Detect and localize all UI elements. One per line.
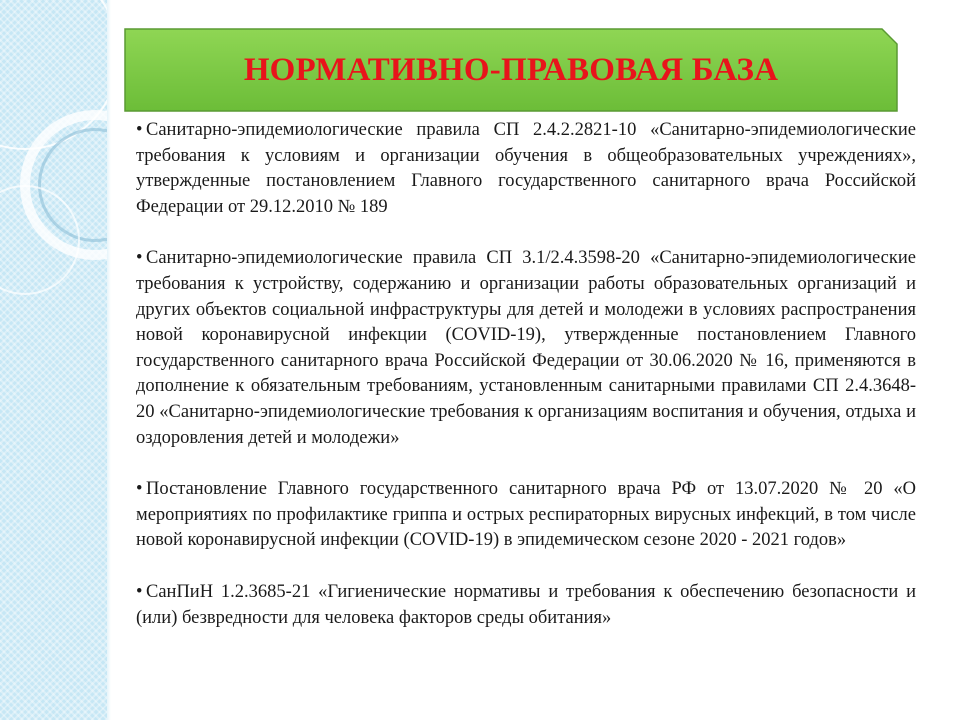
list-item-text: Санитарно-эпидемиологические правила СП 3.1/2.4.3598-20 «Санитарно-эпидемиологические требования к устройству, содержанию и организации работы образовательных организаций и других объектов социальной инфраструктуры для детей и молодежи в условиях распространения новой коронавирусной инфекции (COVID-19), утвержденные постановлением Главного государственного санитарного врача Российской Федерации от 30.06.2020 № 16, применяются в дополнение к обязательным требованиям, установленным санитарными правилами СП 2.4.3648-20 «Санитарно-эпидемиологические требования к организациям воспитания и обучения, отдыха и оздоровления детей и молодежи» [136,248,916,448]
list-item [136,477,916,554]
regulations-list [136,118,916,657]
bullet-marker: • [136,581,143,602]
bullet-marker: • [136,248,143,269]
list-item-text: Постановление Главного государственного санитарного врача РФ от 13.07.2020 № 20 «О мероприятиях по профилактике гриппа и острых респираторных вирусных инфекций, в том числе новой коронавирусной инфекции (COVID-19) в эпидемическом сезоне 2020 - 2021 годов» [136,479,916,551]
list-item [136,246,916,451]
decorative-side-panel [0,0,107,720]
list-item-text: Санитарно-эпидемиологические правила СП 2.4.2.2821-10 «Санитарно-эпидемиологические требования к условиям и организации обучения в общеобразовательных учреждениях», утвержденные постановлением Главного государственного санитарного врача Российской Федерации от 29.12.2010 № 189 [136,120,916,217]
list-item-text: СанПиН 1.2.3685-21 «Гигиенические нормативы и требования к обеспечению безопасности и (или) безвредности для человека факторов среды обитания» [136,581,916,628]
page-title: НОРМАТИВНО-ПРАВОВАЯ БАЗА [243,51,779,88]
bullet-marker: • [136,120,143,140]
list-item [136,118,916,220]
side-panel-edge [107,0,111,720]
title-banner [124,28,898,112]
bullet-marker: • [136,479,143,500]
list-item [136,580,916,631]
